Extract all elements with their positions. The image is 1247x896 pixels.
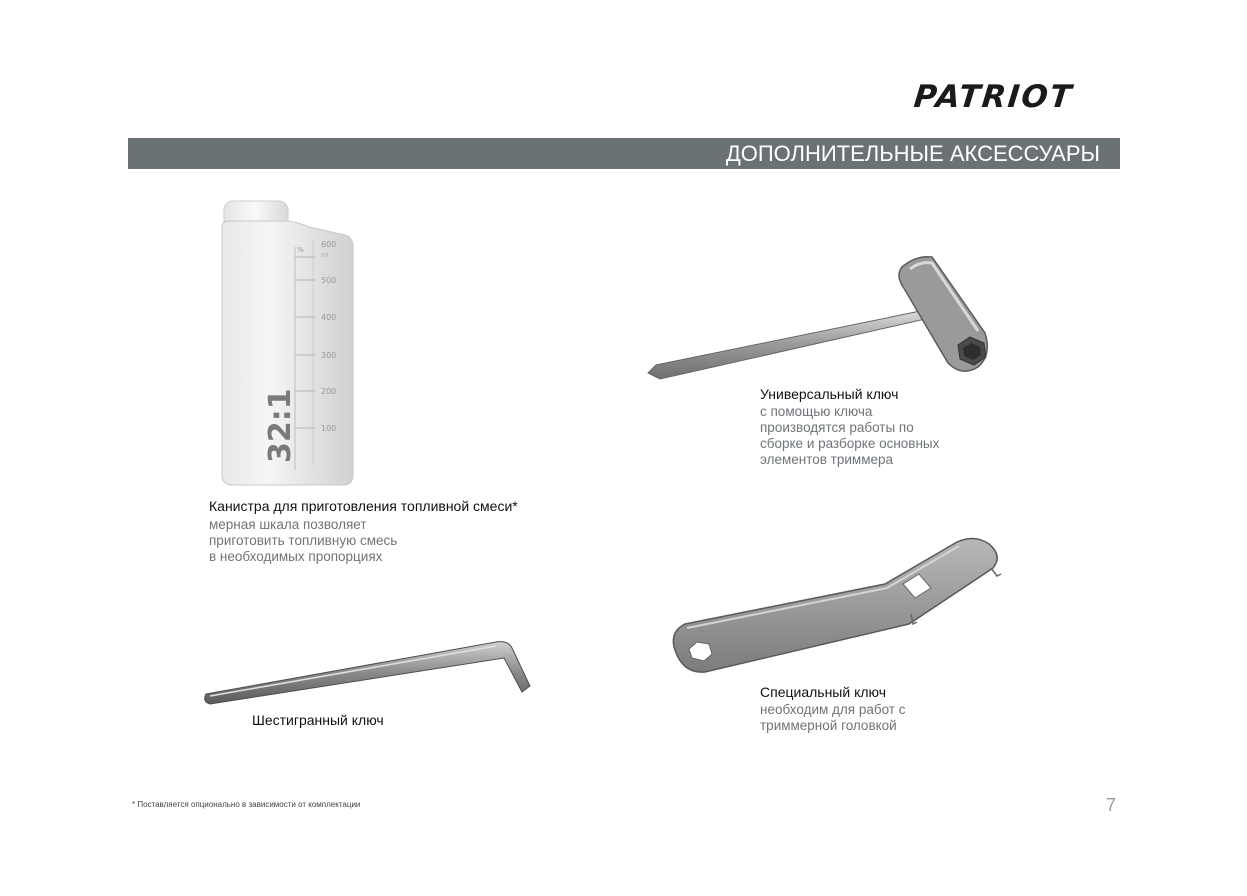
universal-wrench-icon	[640, 245, 1040, 390]
product-title-hex-key: Шестигранный ключ	[252, 712, 384, 728]
section-title: ДОПОЛНИТЕЛЬНЫЕ АКСЕССУАРЫ	[725, 141, 1100, 166]
canister-top-value: 600	[321, 240, 337, 249]
brand-logo: PATRIOT	[912, 79, 1075, 115]
product-desc-special-wrench-line2: триммерной головкой	[760, 718, 897, 733]
product-desc-universal-wrench-line3: сборке и разборке основных	[760, 436, 940, 451]
canister-scale-200: 200	[321, 387, 337, 396]
product-desc-universal-wrench-line2: производятся работы по	[760, 420, 914, 435]
product-desc-special-wrench-line1: необходим для работ с	[760, 702, 906, 717]
footnote: * Поставляется опционально в зависимости от комплектации	[132, 800, 361, 809]
product-title-universal-wrench: Универсальный ключ	[760, 386, 899, 402]
product-desc-canister-line2: приготовить топливную смесь	[209, 533, 398, 548]
canister-ratio-label: 32:1	[263, 388, 298, 463]
canister-unit: ml	[321, 252, 329, 259]
special-wrench-icon	[665, 532, 1015, 682]
canister-percent-label: %	[297, 246, 304, 254]
product-desc-universal-wrench-line1: с помощью ключа	[760, 404, 873, 419]
product-desc-canister-line3: в необходимых пропорциях	[209, 549, 383, 564]
canister-scale-400: 400	[321, 313, 337, 322]
fuel-canister-icon	[215, 195, 365, 490]
section-banner	[128, 138, 1120, 169]
product-title-special-wrench: Специальный ключ	[760, 684, 887, 700]
canister-scale-300: 300	[321, 351, 337, 360]
product-title-canister: Канистра для приготовления топливной смеси*	[209, 498, 518, 514]
product-desc-universal-wrench-line4: элементов триммера	[760, 452, 894, 467]
product-desc-canister-line1: мерная шкала позволяет	[209, 517, 367, 532]
canister-scale-500: 500	[321, 276, 337, 285]
page-number: 7	[1106, 795, 1117, 815]
canister-scale-100: 100	[321, 424, 337, 433]
hex-key-icon	[200, 632, 540, 712]
